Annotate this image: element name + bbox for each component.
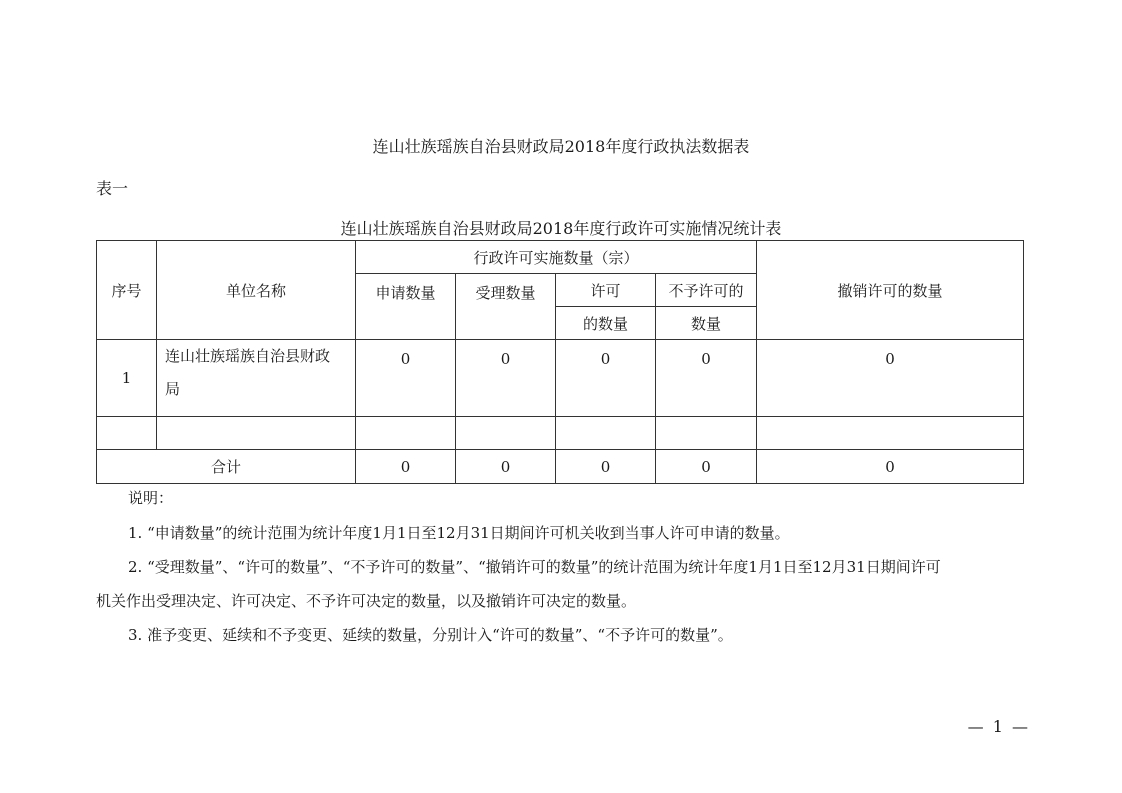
cell-deny: 0 [656, 340, 757, 417]
total-apply: 0 [356, 450, 456, 484]
notes-heading: 说明： [128, 489, 174, 507]
header-seq: 序号 [97, 241, 157, 340]
table-row-total [97, 450, 1024, 484]
header-permit: 许可 [556, 274, 656, 307]
cell-apply: 0 [356, 340, 456, 417]
header-unit: 单位名称 [157, 241, 356, 340]
cell-revoke: 0 [757, 340, 1024, 417]
total-deny: 0 [656, 450, 757, 484]
page-number: — 1 — [967, 717, 1030, 736]
header-group: 行政许可实施数量（宗） [356, 241, 757, 274]
document-title: 连山壮族瑶族自治县财政局2018年度行政执法数据表 [372, 137, 750, 156]
total-revoke: 0 [757, 450, 1024, 484]
cell-accept: 0 [456, 340, 556, 417]
note-item-3: 3. 准予变更、延续和不予变更、延续的数量，分别计入“许可的数量”、“不予许可的数量”。 [128, 626, 733, 644]
header-deny-line2: 数量 [656, 307, 757, 340]
total-accept: 0 [456, 450, 556, 484]
cell-seq: 1 [97, 340, 157, 417]
header-apply: 申请数量 [356, 274, 456, 340]
table-label: 表一 [96, 179, 129, 198]
note-item-2: 2. “受理数量”、“许可的数量”、“不予许可的数量”、“撤销许可的数量”的统计范围为统计年度1月1日至12月31日期间许可 [128, 558, 941, 576]
table-row-empty [97, 417, 1024, 450]
note-item-2-continued: 机关作出受理决定、许可决定、不予许可决定的数量，以及撤销许可决定的数量。 [96, 592, 637, 610]
cell-unit: 连山壮族瑶族自治县财政 局 [157, 340, 356, 417]
table-title: 连山壮族瑶族自治县财政局2018年度行政许可实施情况统计表 [340, 219, 782, 238]
header-revoke: 撤销许可的数量 [757, 241, 1024, 340]
total-label: 合计 [97, 450, 356, 484]
header-permit-line2: 的数量 [556, 307, 656, 340]
statistics-table [96, 240, 1024, 484]
table-row [97, 340, 1024, 417]
cell-permit: 0 [556, 340, 656, 417]
header-deny: 不予许可的 [656, 274, 757, 307]
header-accept: 受理数量 [456, 274, 556, 340]
note-item-1: 1. “申请数量”的统计范围为统计年度1月1日至12月31日期间许可机关收到当事人许可申请的数量。 [128, 524, 790, 542]
total-permit: 0 [556, 450, 656, 484]
